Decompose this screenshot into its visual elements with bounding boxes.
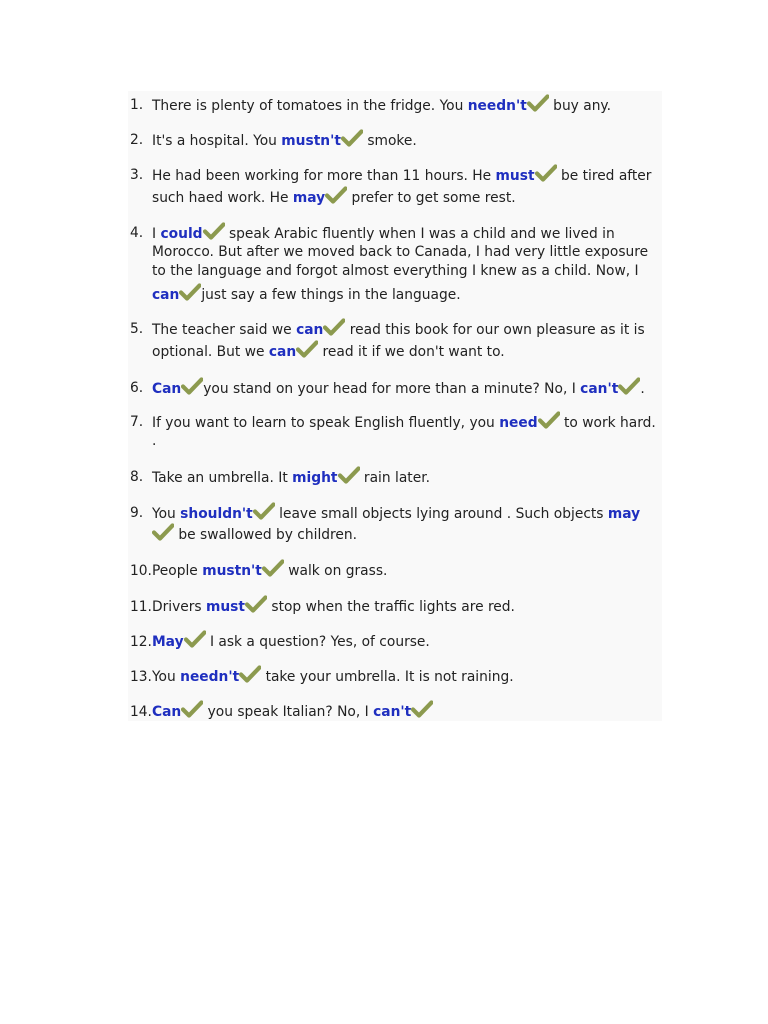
item-number: 7. [130,414,144,430]
item-line: I could speak Arabic fluently when I was a child and we lived in [152,222,615,244]
checkmark-icon [323,318,345,336]
answer-word: can't [580,381,619,397]
item-number: 6. [130,380,144,396]
item-line: Can you stand on your head for more than a minute? No, I can't . [152,377,645,399]
item-number: 10. [130,563,152,579]
answer-word: Can [151,704,182,720]
item-line: 12.May I ask a question? Yes, of course. [130,630,430,652]
item-number: 3. [130,167,144,183]
item-line: 14.Can you speak Italian? No, I can't [130,700,433,722]
item-number: 11. [130,599,152,615]
item-line: can just say a few things in the language. [152,283,461,305]
answer-word: can [152,287,180,303]
answer-word: needn't [467,98,527,114]
item-number: 13. [130,669,152,685]
item-line: such haed work. He may prefer to get some rest. [152,186,516,208]
exercise-sheet [128,91,662,721]
item-number: 5. [130,321,144,337]
item-number: 14. [130,704,152,720]
checkmark-icon [325,186,347,204]
answer-word: can [268,344,297,360]
checkmark-icon [181,377,203,395]
item-line: The teacher said we can read this book for our own pleasure as it is [152,318,645,340]
item-line: There is plenty of tomatoes in the fridge. You needn't buy any. [152,94,611,116]
item-number: 9. [130,505,144,521]
checkmark-icon [338,466,360,484]
answer-word: may [607,506,641,522]
answer-word: may [292,190,326,206]
item-line: Take an umbrella. It might rain later. [152,466,430,488]
item-number: 1. [130,97,144,113]
answer-word: Can [152,381,182,397]
answer-word: might [292,470,338,486]
checkmark-icon [535,164,557,182]
item-line: It's a hospital. You mustn't smoke. [152,129,417,151]
item-number: 12. [130,634,152,650]
checkmark-icon [179,283,201,301]
checkmark-icon [538,411,560,429]
checkmark-icon [181,700,203,718]
answer-word: need [499,415,538,431]
checkmark-icon [341,129,363,147]
checkmark-icon [245,595,267,613]
answer-word: could [160,226,203,242]
item-number: 8. [130,469,144,485]
item-line: 13.You needn't take your umbrella. It is not raining. [130,665,514,687]
checkmark-icon [239,665,261,683]
answer-word: mustn't [202,563,262,579]
item-line: He had been working for more than 11 hours. He must be tired after [152,164,651,186]
item-line: 11.Drivers must stop when the traffic lights are red. [130,595,515,617]
checkmark-icon [203,222,225,240]
checkmark-icon [253,502,275,520]
item-number: 4. [130,225,144,241]
answer-word: must [205,599,245,615]
item-line: optional. But we can read it if we don't want to. [152,340,505,362]
item-line: be swallowed by children. [152,523,357,545]
answer-word: shouldn't [180,506,253,522]
answer-word: can [296,322,324,338]
checkmark-icon [184,630,206,648]
checkmark-icon [152,523,174,541]
answer-word: can't [373,704,412,720]
item-line: 10.People mustn't walk on grass. [130,559,387,581]
answer-word: mustn't [281,133,341,149]
checkmark-icon [411,700,433,718]
answer-word: May [151,634,184,650]
answer-word: must [495,168,535,184]
item-line: If you want to learn to speak English fluently, you need to work hard. [152,411,656,433]
checkmark-icon [262,559,284,577]
item-line: Morocco. But after we moved back to Canada, I had very little exposure [152,244,649,260]
item-number: 2. [130,132,144,148]
item-line: to the language and forgot almost everything I knew as a child. Now, I [152,263,639,279]
checkmark-icon [296,340,318,358]
answer-word: needn't [180,669,240,685]
checkmark-icon [618,377,640,395]
item-line: You shouldn't leave small objects lying around . Such objects may [152,502,640,524]
item-line: . [152,433,157,449]
checkmark-icon [527,94,549,112]
